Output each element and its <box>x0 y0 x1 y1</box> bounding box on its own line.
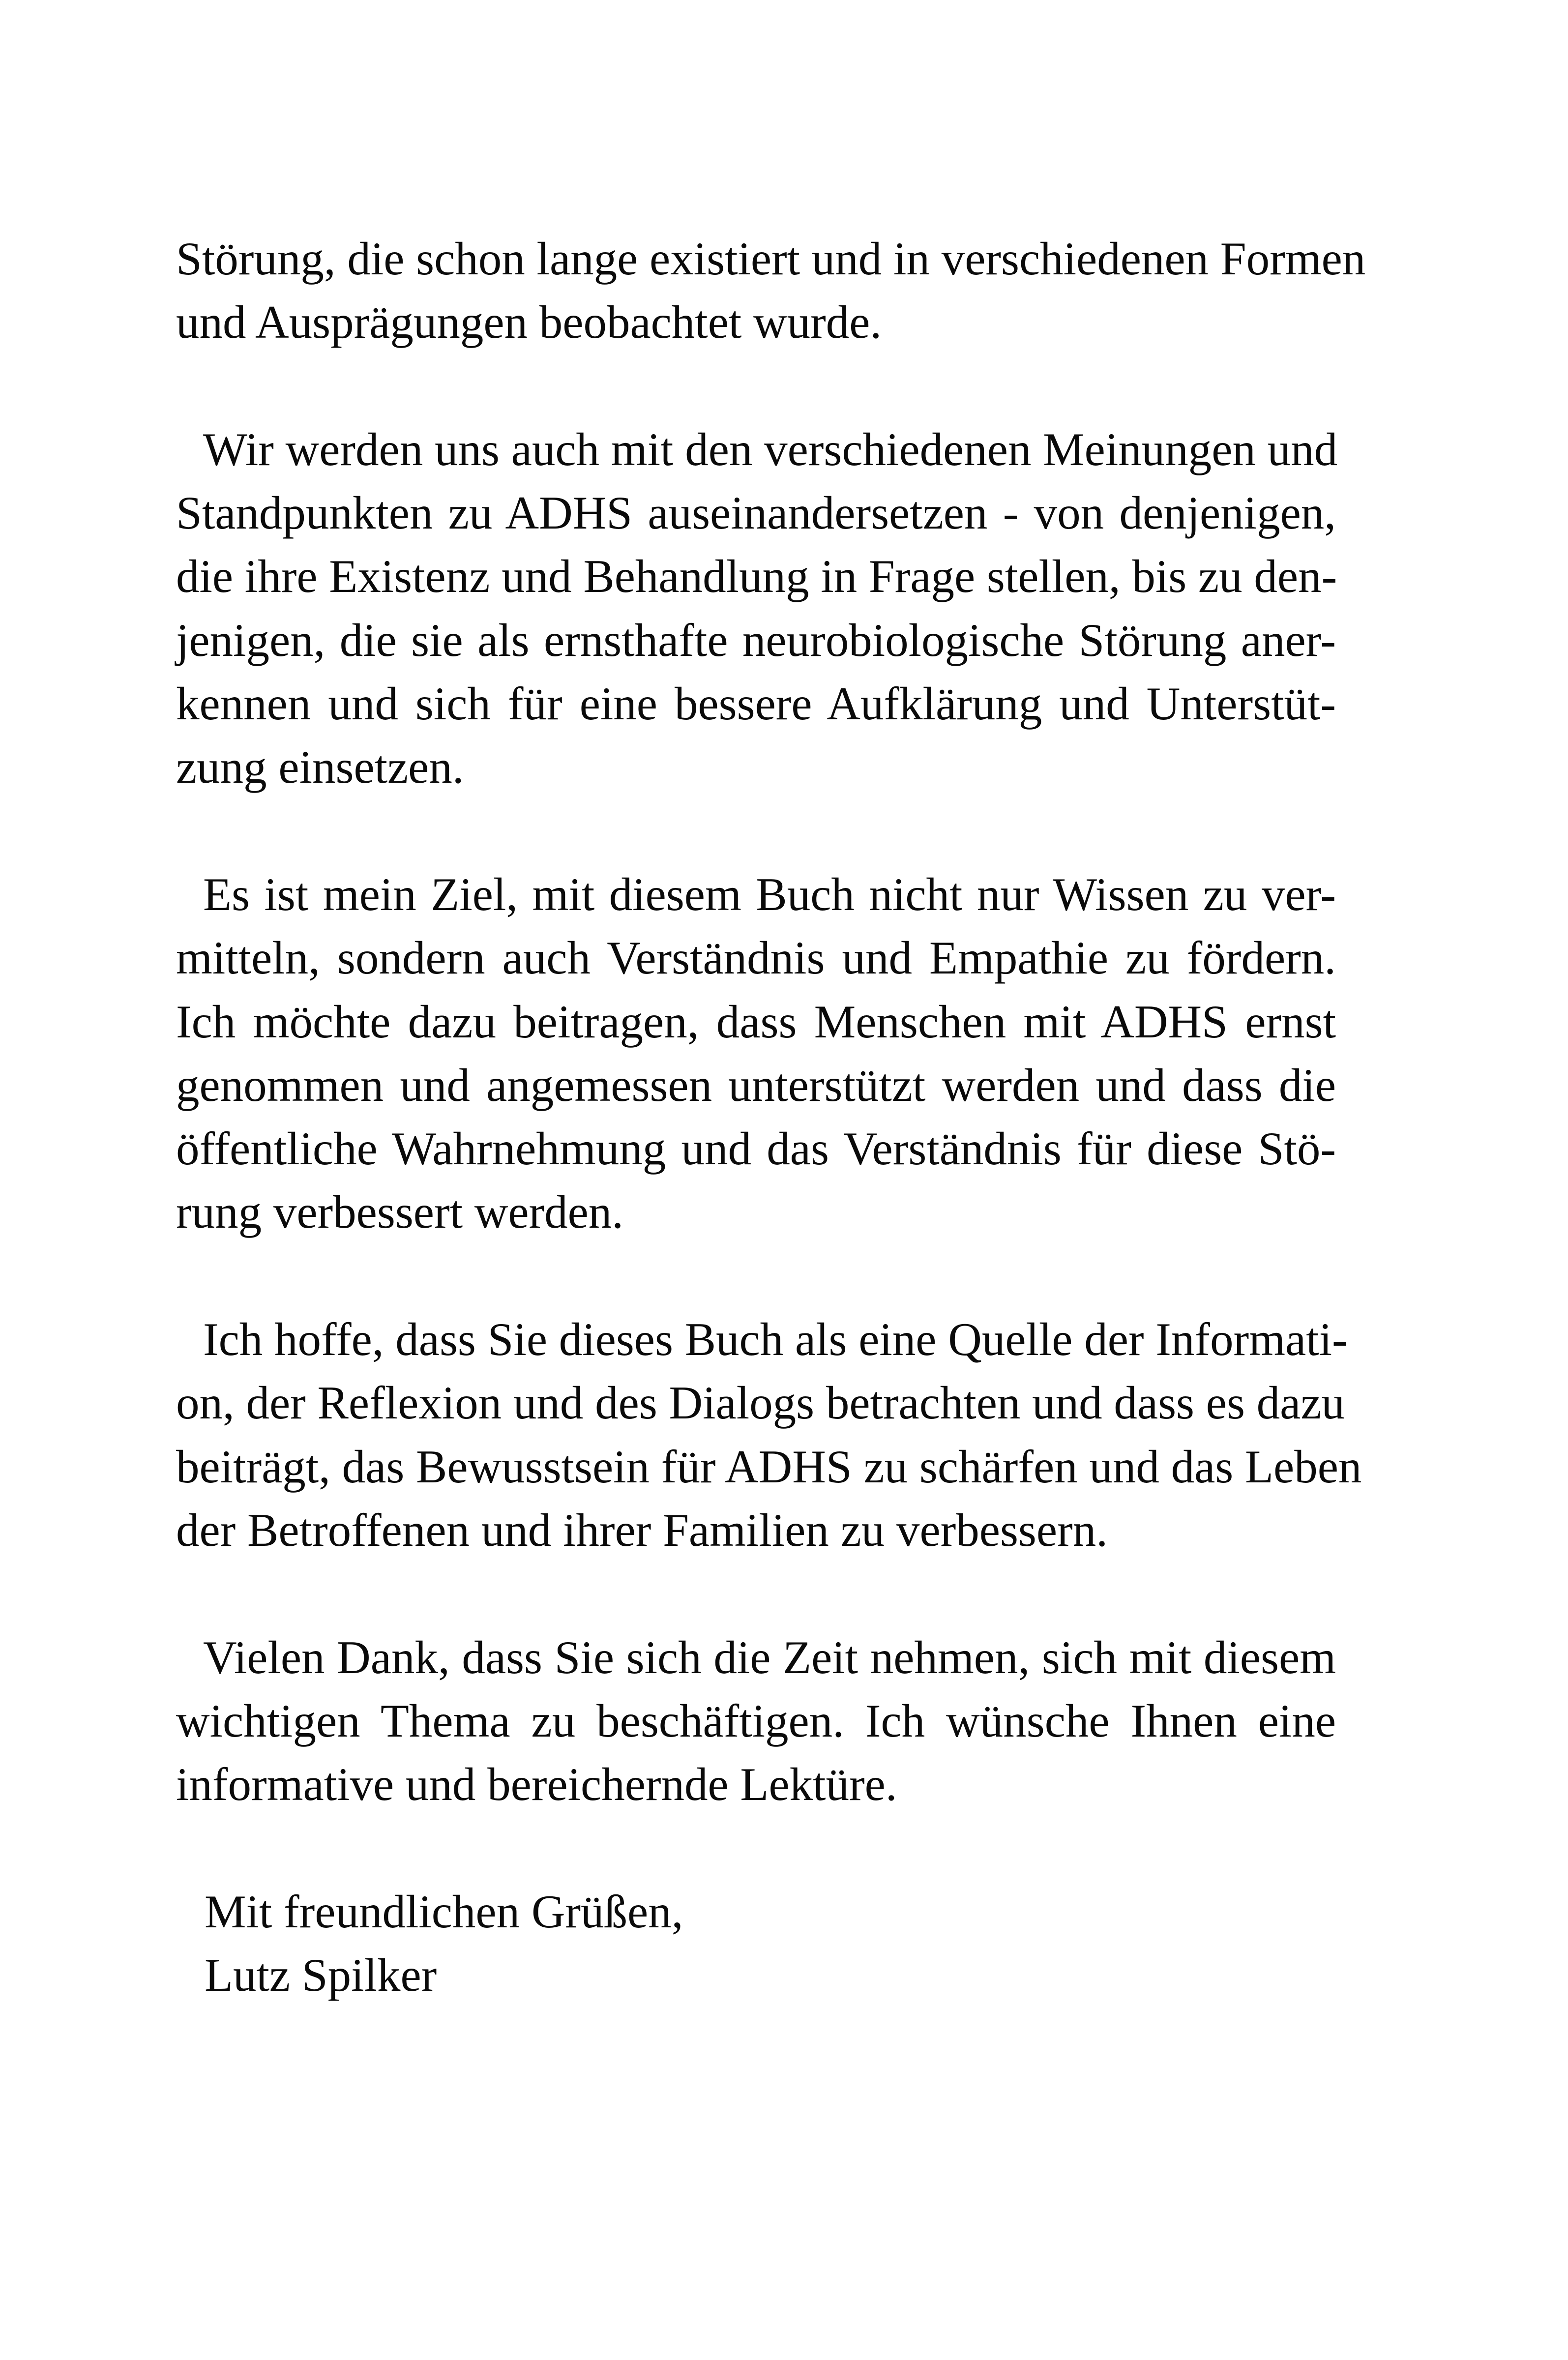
text-line: Wir werden uns auch mit den verschiedenen Meinungen und <box>203 423 1338 475</box>
text-line: beiträgt, das Bewusstsein für ADHS zu schärfen und das Leben <box>176 1440 1362 1493</box>
text-line: wichtigen Thema zu beschäftigen. Ich wünsche Ihnen eine <box>176 1694 1336 1747</box>
paragraph-3 <box>176 863 1336 1244</box>
text-line: Es ist mein Ziel, mit diesem Buch nicht nur Wissen zu ver- <box>203 868 1336 920</box>
text-line: on, der Reflexion und des Dialogs betrachten und dass es dazu <box>176 1377 1345 1429</box>
text-line: die ihre Existenz und Behandlung in Frage stellen, bis zu den- <box>176 550 1337 603</box>
text-line: jenigen, die sie als ernsthafte neurobiologische Störung aner- <box>176 614 1336 666</box>
paragraph-5 <box>176 1626 1336 1817</box>
text-line: der Betroffenen und ihrer Familien zu verbessern. <box>176 1504 1108 1556</box>
text-line: genommen und angemessen unterstützt werden und dass die <box>176 1059 1336 1111</box>
salutation: Mit freundlichen Grüßen, <box>205 1885 683 1938</box>
text-line: kennen und sich für eine bessere Aufklärung und Unterstüt- <box>176 678 1336 730</box>
text-line: Ich möchte dazu beitragen, dass Menschen mit ADHS ernst <box>176 995 1336 1048</box>
text-line: rung verbessert werden. <box>176 1186 624 1239</box>
text-line: zung einsetzen. <box>176 741 464 794</box>
text-line: Störung, die schon lange existiert und in verschiedenen Formen <box>176 233 1366 285</box>
text-line: mitteln, sondern auch Verständnis und Empathie zu fördern. <box>176 932 1336 984</box>
text-line: Standpunkten zu ADHS auseinandersetzen - von denjenigen, <box>176 487 1336 539</box>
text-line: informative und bereichernde Lektüre. <box>176 1758 897 1811</box>
paragraph-1 <box>176 227 1366 354</box>
paragraph-4 <box>176 1308 1362 1562</box>
text-line: Vielen Dank, dass Sie sich die Zeit nehmen, sich mit diesem <box>203 1631 1336 1683</box>
text-line: Ich hoffe, dass Sie dieses Buch als eine Quelle der Informati- <box>203 1313 1348 1366</box>
body-text <box>176 227 1366 2007</box>
signature: Lutz Spilker <box>205 1949 437 2002</box>
paragraph-2 <box>176 418 1336 799</box>
text-line: öffentliche Wahrnehmung und das Verständnis für diese Stö- <box>176 1122 1336 1175</box>
letter-closing <box>176 1880 1336 2007</box>
text-line: und Ausprägungen beobachtet wurde. <box>176 296 882 349</box>
